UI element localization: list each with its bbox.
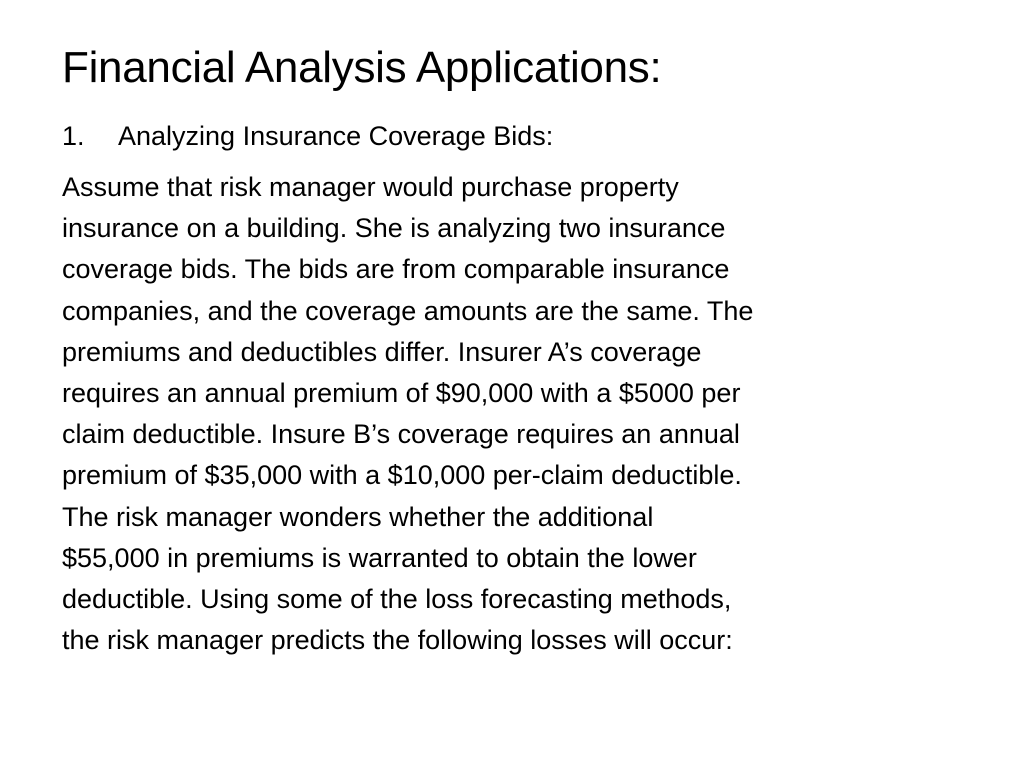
paragraph-line: the risk manager predicts the following losses will occur: — [62, 625, 733, 656]
list-item-text: Analyzing Insurance Coverage Bids: — [118, 121, 554, 151]
paragraph-line: premiums and deductibles differ. Insurer A’s coverage — [62, 336, 702, 367]
slide-title: Financial Analysis Applications: — [62, 43, 662, 92]
paragraph-line: coverage bids. The bids are from comparable insurance — [62, 254, 730, 285]
paragraph-line: requires an annual premium of $90,000 with a $5000 per — [62, 378, 741, 409]
numbered-list-item — [62, 118, 553, 154]
list-item-number: 1. — [62, 121, 85, 151]
paragraph-line: $55,000 in premiums is warranted to obtain the lower — [62, 542, 697, 573]
paragraph-line: The risk manager wonders whether the additional — [62, 501, 654, 532]
body-paragraph — [62, 167, 972, 661]
paragraph-line: premium of $35,000 with a $10,000 per-claim deductible. — [62, 460, 742, 491]
paragraph-line: insurance on a building. She is analyzing two insurance — [62, 213, 726, 244]
paragraph-line: claim deductible. Insure B’s coverage requires an annual — [62, 419, 740, 450]
paragraph-line: companies, and the coverage amounts are the same. The — [62, 295, 754, 326]
paragraph-line: Assume that risk manager would purchase property — [62, 172, 679, 202]
paragraph-line: deductible. Using some of the loss forecasting methods, — [62, 584, 732, 615]
